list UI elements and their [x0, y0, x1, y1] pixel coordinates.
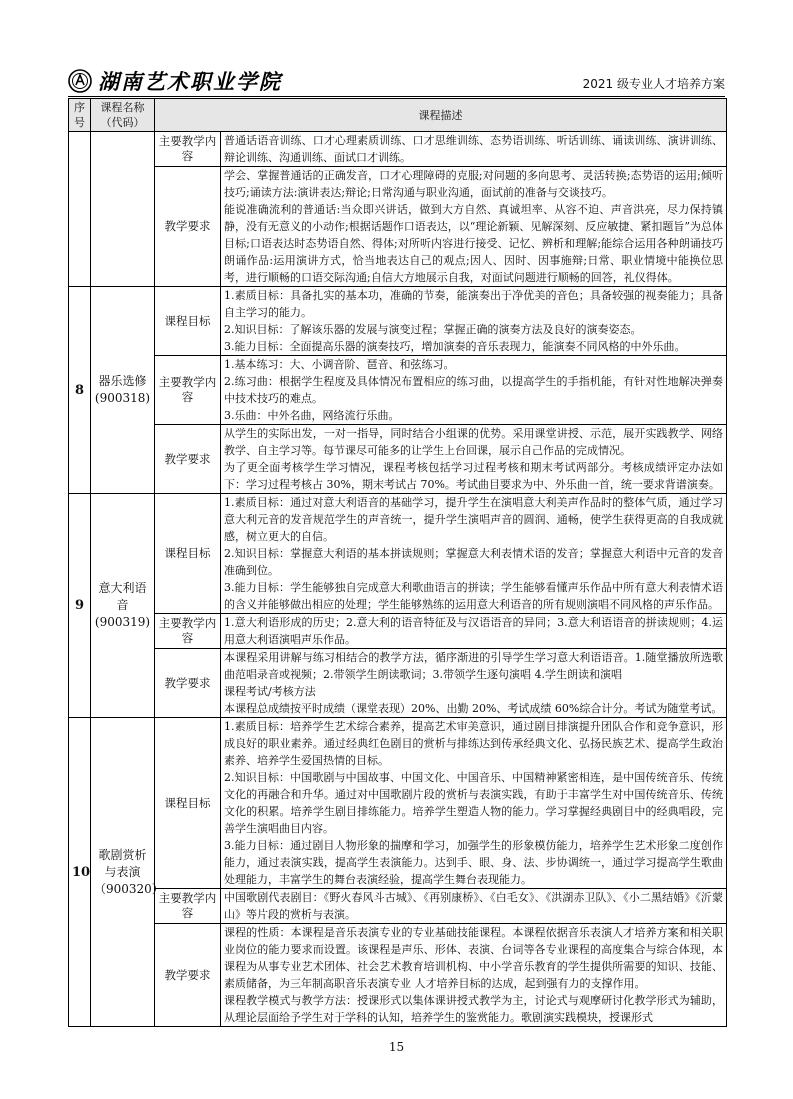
- page-header: [68, 66, 725, 97]
- row-label: 主要教学内容: [155, 889, 221, 924]
- course-number: 10: [69, 718, 91, 1027]
- description-line: 课程的性质：本课程是音乐表演专业的专业基础技能课程。本课程依据音乐表演人才培养方案和相关职业岗位的能力要求而设置。该课程是声乐、形体、表演、台词等各专业课程的高度集合与综合体现，本课程为从事专业艺术团体、社会艺术教育培训机构、中小学音乐教育的学生提供所需要的知识、技能、素质储备，为三年制高职音乐表演专业 人才培养目标的达成，起到强有力的支撑作用。: [224, 926, 723, 990]
- row-label: 课程目标: [155, 718, 221, 889]
- course-name: 器乐选修: [98, 374, 147, 388]
- course-name-cell: [91, 287, 155, 494]
- row-label: 教学要求: [155, 649, 221, 718]
- description-cell: [221, 718, 727, 889]
- row-label: 教学要求: [155, 167, 221, 287]
- description-cell: [221, 425, 727, 494]
- table-row: [69, 924, 727, 1027]
- continued-course-cell: [91, 132, 155, 287]
- table-row: [69, 614, 727, 649]
- description-line: 1.素质目标：通过对意大利语音的基础学习，提升学生在演唱意大利美声作品时的整体气质，通过学习意大利元音的发音规范学生的声音统一，提升学生演唱声音的圆润、通畅，使学生获得更高的自我成就感，树立更大的自信。: [224, 496, 723, 543]
- emblem-icon: [68, 69, 92, 93]
- description-line: 1.意大利语形成的历史；2.意大利的语音特征及与汉语语音的异同；3.意大利语语音的拼读规则；4.运用意大利语演唱声乐作品。: [224, 616, 723, 646]
- course-name-cell: [91, 494, 155, 718]
- course-code: （900320）: [94, 881, 164, 896]
- course-code: (900318): [94, 391, 151, 405]
- description-line: 课程教学模式与教学方法：授课形式以集体课讲授式教学为主，讨论式与观摩研讨化教学形式为辅助，从理论层面给予学生对于学科的认知，培养学生的鉴赏能力。歌剧演实践模块，授课形式: [224, 994, 723, 1024]
- table-header-row: [69, 99, 727, 132]
- table-row: [69, 718, 727, 889]
- description-cell: [221, 614, 727, 649]
- description-cell: [221, 167, 727, 287]
- table-row: [69, 132, 727, 167]
- description-cell: [221, 287, 727, 356]
- description-line: 课程考试/考核方法: [224, 685, 316, 698]
- school-name: 湖南艺术职业学院: [98, 69, 282, 94]
- description-cell: [221, 494, 727, 614]
- header-seq: 序号: [69, 99, 91, 132]
- description-line: 2.练习曲：根据学生程度及具体情况布置相应的练习曲，以提高学生的手指机能，有针对性地解决弹奏中技术技巧的难点。: [224, 375, 723, 405]
- description-line: 3.乐曲：中外名曲，网络流行乐曲。: [224, 409, 400, 422]
- course-name-cell: [91, 718, 164, 1027]
- description-line: 3.能力目标：全面提高乐器的演奏技巧，增加演奏的音乐表现力，能演奏不同风格的中外乐曲。: [224, 340, 686, 353]
- description-line: 1.素质目标：具备扎实的基本功，准确的节奏，能演奏出于净优美的音色；具备较强的视奏能力；具备自主学习的能力。: [224, 289, 723, 319]
- school-logo: [68, 66, 282, 96]
- description-line: 能说准确流利的普通话:当众即兴讲话，做到大方自然、真诚坦率、从容不迫、声音洪亮，尽力保持镇静，没有无意义的小动作;根据话题作口语表达，以“理论新颖、见解深刻、反应敏捷、紧扣题旨”为总体目标;口语表达时态势语自然、得体;对所听内容进行接受、记忆、辨析和理解;能综合运用各种朗诵技巧朗诵作品:运用演讲方式，恰当地表达自己的观点;因人、因时、因事施辩;日常、职业情境中能换位思考，进行顺畅的口语交际沟通;自信大方地展示自我，对面试问题进行顺畅的回答，礼仪得体。: [224, 203, 723, 284]
- description-cell: [221, 132, 727, 167]
- description-cell: [221, 889, 727, 924]
- description-line: 2.知识目标：掌握意大利语的基本拼读规则；掌握意大利表情术语的发音；掌握意大利语中元音的发音准确到位。: [224, 547, 723, 577]
- row-label: 主要教学内容: [155, 132, 221, 167]
- description-line: 普通话语音训练、口才心理素质训练、口才思维训练、态势语训练、听话训练、诵读训练、演讲训练、辩论训练、沟通训练、面试口才训练。: [224, 134, 723, 164]
- description-line: 从学生的实际出发，一对一指导，同时结合小组课的优势。采用课堂讲授、示范，展开实践教学、网络教学、自主学习等。每节课尽可能多的让学生上台回课，展示自己作品的完成情况。: [224, 427, 723, 457]
- table-row: [69, 425, 727, 494]
- header-course: 课程名称（代码）: [91, 99, 155, 132]
- description-line: 本课程总成绩按平时成绩（课堂表现）20%、出勤 20%、考试成绩 60%综合计分。考试为随堂考试。: [224, 702, 723, 715]
- table-row: [69, 889, 727, 924]
- table-row: [69, 167, 727, 287]
- course-name: 意大利语音: [98, 581, 147, 612]
- course-code: (900319): [94, 615, 151, 629]
- table-row: [69, 494, 727, 614]
- row-label: 课程目标: [155, 287, 221, 356]
- continued-num-cell: [69, 132, 91, 287]
- description-cell: [221, 649, 727, 718]
- page-number: 15: [388, 1040, 405, 1054]
- description-line: 3.能力目标：通过剧目人物形象的揣摩和学习，加强学生的形象模仿能力，培养学生艺术形象二度创作能力，通过表演实践，提高学生表演能力。达到手、眼、身、法、步协调统一，通过学习提高学生歌曲处理能力，丰富学生的舞台表演经验，提高学生舞台表现能力。: [224, 839, 723, 886]
- course-table: [68, 98, 727, 1027]
- row-label: 主要教学内容: [155, 356, 221, 425]
- description-cell: [221, 924, 727, 1027]
- course-name: 歌剧赏析与表演: [98, 847, 147, 879]
- course-number: 9: [69, 494, 91, 718]
- row-label: 教学要求: [155, 425, 221, 494]
- row-label: 主要教学内容: [155, 614, 221, 649]
- description-line: 本课程采用讲解与练习相结合的教学方法，循序渐进的引导学生学习意大利语语音。1.随堂播放所选歌曲范唱录音或视频；2.带领学生朗读歌词；3.带领学生逐句演唱 4.学生朗读和演唱: [224, 651, 723, 681]
- course-number: 8: [69, 287, 91, 494]
- table-row: [69, 356, 727, 425]
- row-label: 教学要求: [155, 924, 221, 1027]
- description-line: 1.素质目标：培养学生艺术综合素养，提高艺术审美意识，通过剧目排演提升团队合作和竞争意识，形成良好的职业素养。通过经典红色剧目的赏析与排练达到传承经典文化、弘扬民族艺术、提高学生政治素养、培养学生爱国热情的目标。: [224, 720, 723, 767]
- row-label: 课程目标: [155, 494, 221, 614]
- header-desc: 课程描述: [155, 99, 727, 132]
- description-line: 3.能力目标：学生能够独自完成意大利歌曲语言的拼读；学生能够看懂声乐作品中所有意大利表情术语的含义并能够做出相应的处理；学生能够熟练的运用意大利语音的所有规则演唱不同风格的声乐作品。: [224, 581, 723, 611]
- description-line: 1.基本练习：大、小调音阶、琶音、和弦练习。: [224, 358, 455, 371]
- table-row: [69, 287, 727, 356]
- description-line: 为了更全面考核学生学习情况，课程考核包括学习过程考核和期末考试两部分。考核成绩评定办法如下：学习过程考核占 30%，期末考试占 70%。考试曲目要求为中、外乐曲一首，统一要求背谱演奏。: [224, 461, 723, 491]
- description-line: 学会、掌握普通话的正确发音，口才心理障碍的克服;对问题的多向思考、灵活转换;态势语的运用;倾听技巧;诵读方法:演讲表达;辩论;日常沟通与职业沟通，面试前的准备与交谈技巧。: [224, 169, 723, 199]
- description-line: 2.知识目标：了解该乐器的发展与演变过程；掌握正确的演奏方法及良好的演奏姿态。: [224, 323, 642, 336]
- description-cell: [221, 356, 727, 425]
- table-row: [69, 649, 727, 718]
- document-title: 2021 级专业人才培养方案: [582, 77, 725, 91]
- description-line: 中国歌剧代表剧目：《野火春风斗古城》、《再别康桥》、《白毛女》、《洪湖赤卫队》、《小二黑结婚》《沂蒙山》等片段的赏析与表演。: [224, 891, 723, 921]
- description-line: 2.知识目标：中国歌剧与中国故事、中国文化、中国音乐、中国精神紧密相连，是中国传统音乐、传统文化的再融合和升华。通过对中国歌剧片段的赏析与表演实践，有助于丰富学生对中国传统音乐、传统文化的积累。培养学生剧目排练能力。培养学生塑造人物的能力。学习掌握经典剧目中的经典唱段，完善学生演唱曲目内容。: [224, 771, 723, 835]
